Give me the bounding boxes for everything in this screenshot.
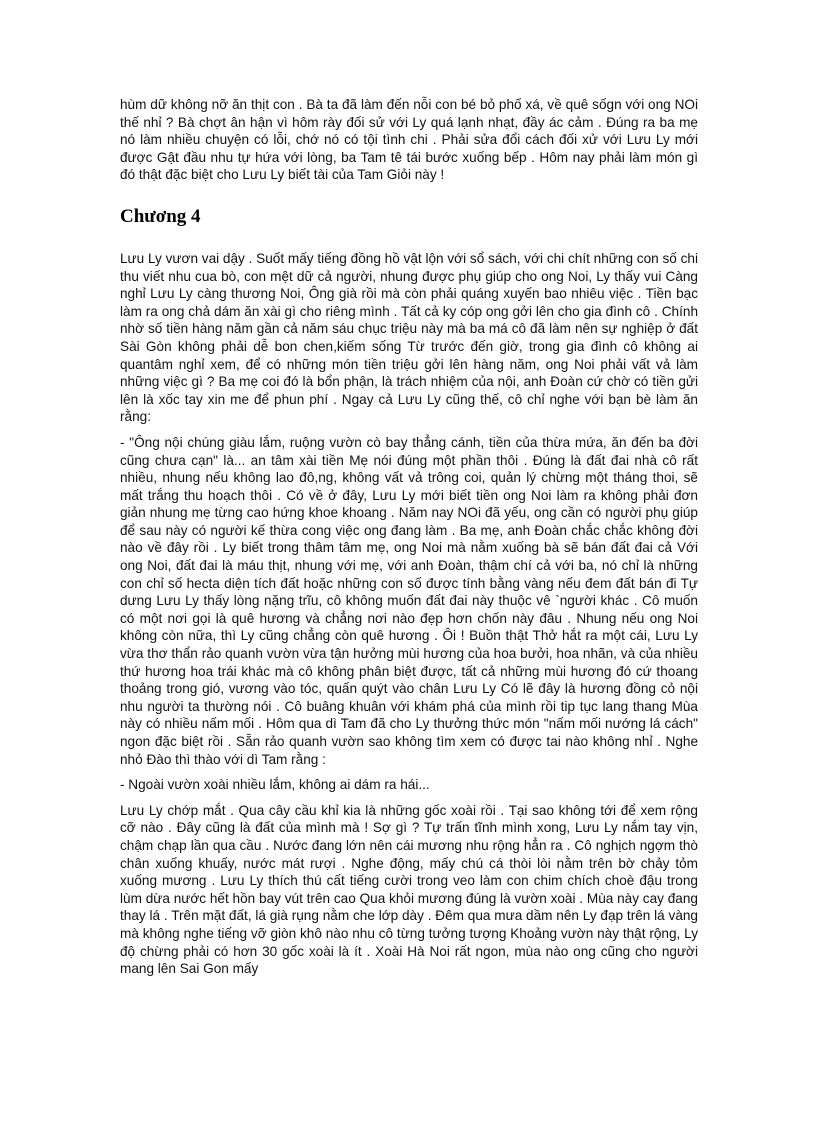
paragraph-opening: hùm dữ không nỡ ăn thịt con . Bà ta đã làm đến nỗi con bé bỏ phố xá, về quê sốgn với ong NOi thế nhỉ ? Bà chợt ân hận vì hôm rày đối sử với Ly quá lạnh nhạt, đầy ác cảm . Đúng ra ba mẹ nó làm nhiều chuyện có lỗi, chớ nó có tội tình chi . Phải sửa đổi cách đối xử với Lưu Ly mới được Gật đầu nhu tự hứa với lòng, ba Tam tê tái bước xuống bếp . Hôm nay phải làm món gì đó thật đặc biệt cho Lưu Ly biết tài của Tam Giỏi này ! xyxy=(120,97,698,183)
document-page xyxy=(120,96,698,986)
paragraph-3: - Ngoài vườn xoài nhiều lắm, không ai dám ra hái... xyxy=(120,777,430,793)
paragraph-1: Lưu Ly vươn vai dậy . Suốt mấy tiếng đồng hồ vật lộn với sổ sách, với chi chít những con số chi thu viết nhu cua bò, con mệt dữ cả người, nhung được phụ giúp cho ong Noi, Ly thấy vui Càng nghỉ Lưu Ly càng thương Noi, Ông già rồi mà còn phải quáng xuyến bao nhiêu việc . Tiền bạc làm ra ong chả dám ăn xài gì cho riêng mình . Tất cả ky cóp ong gởi lên cho gia đình cô . Chính nhờ số tiền hàng năm gần cả năm sáu chục triệu này mà ba má cô đã làm nên sự nghiệp ở đất Sài Gòn không phải dễ bon chen,kiếm sống Từ trước đến giờ, trong gia đình cô không ai quantâm nghỉ xem, để có những món tiền triệu gởi lên hàng năm, ong Noi phải vất vả làm những việc gì ? Ba mẹ coi đó là bổn phận, là trách nhiệm của nội, anh Đoàn cứ chờ có tiền gửi lên là xốc tay xin me để phun phí . Ngay cả Lưu Ly cũng thế, cô chỉ nghe với bạn bè làm ăn rằng: xyxy=(120,250,698,425)
paragraph-2: - "Ông nội chúng giàu lắm, ruộng vườn cò bay thẳng cánh, tiền của thừa mứa, ăn đến ba đời cũng chưa cạn" là... an tâm xài tiền Mẹ nói đúng một phần thôi . Đúng là đất đai nhà cô rất nhiều, nhung nếu không lao đô,ng, không vất vả trông coi, quản lý chừng một tháng thoi, sẽ mất trắng thu hoạch thôi . Có về ở đây, Lưu Ly mới biết tiền ong Noi làm ra không phải đơn giản nhung mẹ từng cao hứng khoe khoang . Năm nay NOi đã yếu, ong cần có người phụ giúp để sau này có người kế thừa cong việc ong đang làm . Ba mẹ, anh Đoàn chắc chắc không đời nào về đây rồi . Ly biết trong thâm tâm mẹ, ong Noi mà nằm xuống bà sẽ bán đất đai cả Với ong Noi, đất đai là máu thịt, nhung với mẹ, với anh Đoàn, thậm chí cả với ba, nó chỉ là những con chỉ số hecta diện tích đất hoặc những con số được tính bằng vàng nếu đem đất bán đi Tự dưng Lưu Ly thấy lòng nặng trĩu, cô không muốn đất đai này thuộc vê `người khác . Cô muốn có một nơi gọi là quê hương và chẳng nơi nào đẹp hơn chốn này đâu . Nhung nếu ong Noi không còn nữa, thì Ly cũng chẳng còn quê hương . Ôi ! Buồn thật Thở hắt ra một cái, Lưu Ly vừa thơ thẩn rảo quanh vườn vừa tận hưởng mùi hương của hoa bưởi, hoa nhãn, và của nhiều thứ hương hoa trái khác mà cô không phân biệt được, tất cả những mùi hương đó cứ thoang thoảng trong gió, vương vào tóc, quấn quýt vào chân Lưu Ly Có lẽ đây là hương đồng cỏ nội nhu người ta thường nói . Cô buâng khuân với khám phá của mình rồi tip tục lang thang Mùa này có nhiều nấm mối . Hôm qua dì Tam đã cho Ly thưởng thức món "nấm mối nướng lá cách" ngon đặc biệt rồi . Sẵn rảo quanh vườn sao không tìm xem có được tai nào không nhỉ . Nghe nhỏ Đào thì thào với dì Tam rằng : xyxy=(120,434,698,767)
chapter-title: Chương 4 xyxy=(120,205,201,227)
paragraph-4: Lưu Ly chớp mắt . Qua cây cầu khỉ kia là những gốc xoài rồi . Tại sao không tới để xem rộng cỡ nào . Đây cũng là đất của mình mà ! Sợ gì ? Tự trấn tĩnh mình xong, Lưu Ly nắm tay vịn, chậm chạp lần qua cầu . Nước đang lớn nên cái mương nhu rộng hẳn ra . Cô nghịch ngợm thò chân xuống khuấy, nước mát rượi . Nghe động, mấy chú cá thòi lòi nằm trên bờ chảy tỏm xuống mương . Lưu Ly thích thú cất tiếng cười trong veo làm con chim chích choè đậu trong lùm dừa nước hết hồn bay vút trên cao Qua khỏi mương đúng là vườn xoài . Mùa này cay đang thay lá . Trên mặt đất, lá già rụng nằm che lớp dày . Đêm qua mưa dầm nên Ly đạp trên lá vàng mà không nghe tiếng vỡ giòn khô nào nhu cô từng tưởng tượng Khoảng vườn này thật rộng, Ly độ chừng phải có hơn 30 gốc xoài là ít . Xoài Hà Noi rất ngon, mùa nào ong cũng cho người mang lên Sai Gon mấy xyxy=(120,802,698,977)
